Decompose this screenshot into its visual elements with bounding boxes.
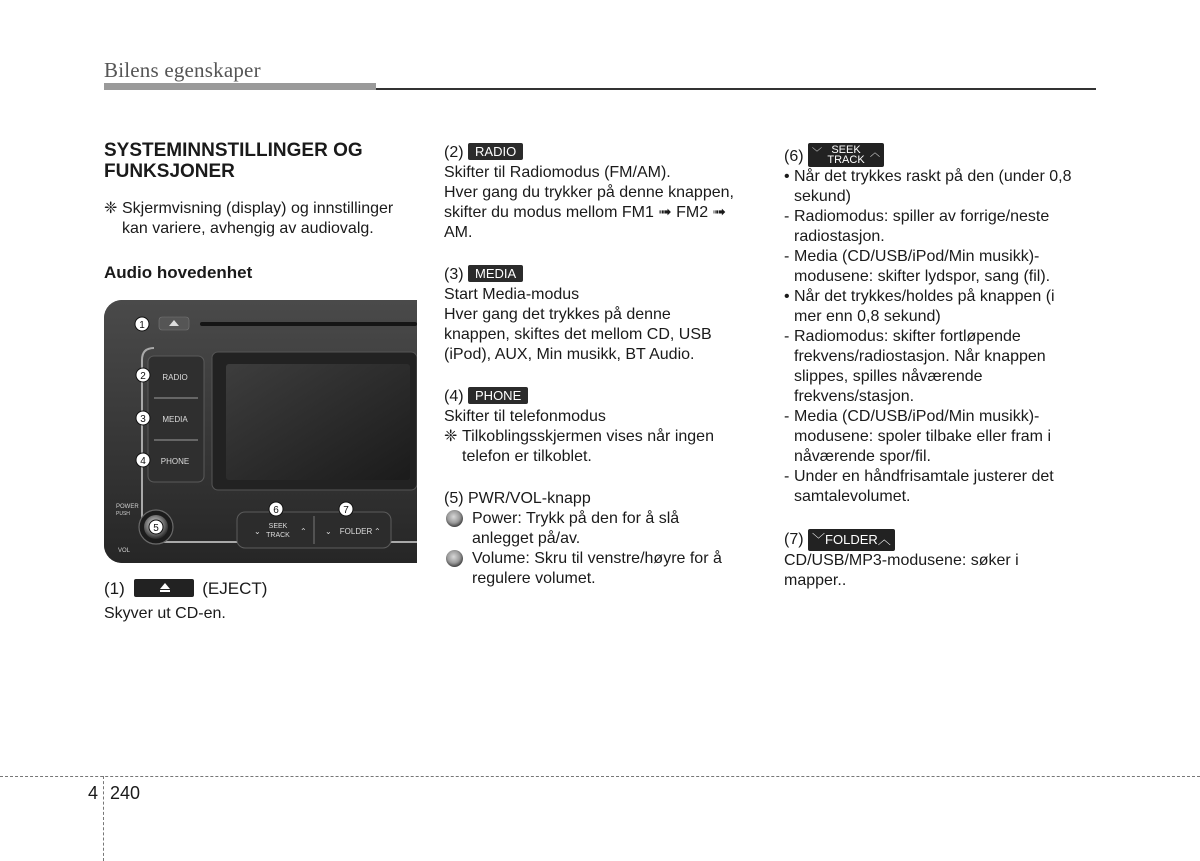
radio-line-4: AM. [444,224,473,241]
d3-line-3: slippes, spilles nåværende [794,368,983,385]
power-line-2: anlegget på/av. [472,530,581,547]
bullet-mark: • [784,288,790,305]
callout-1: 1 [139,320,145,331]
hw-media-label: MEDIA [162,415,188,424]
folder-chevron-up-icon: ︿ [877,532,891,547]
media-line-2: Hver gang det trykkes på denne [444,306,671,323]
footer-vertical-dashed-rule [103,776,104,861]
bullet-2 [784,287,1096,327]
eject-triangle-icon [160,583,170,589]
dash-mark: - [784,468,790,485]
folder-badge [808,529,895,551]
seek-number: (6) [784,148,804,165]
callout-3: 3 [140,414,146,425]
seek-badge-line-2: TRACK [827,154,865,166]
dash-5 [784,467,1096,507]
d2-line-1: Media (CD/USB/iPod/Min musikk)- [794,248,1040,265]
media-line-3: knappen, skiftes det mellom CD, USB [444,326,712,343]
d3-line-2: frekvens/radiostasjon. Når knappen [794,348,1046,365]
hw-phone-label: PHONE [160,457,190,466]
folder-down-chevron-icon: ⌄ [325,527,332,536]
seek-item [784,143,1096,167]
display-screen [226,364,410,480]
radio-number: (2) [444,144,464,161]
radio-line-3: skifter du modus mellom FM1 ➟ FM2 ➟ [444,204,726,221]
note-line-2: kan variere, avhengig av audiovalg. [122,220,374,237]
phone-item [444,387,756,467]
d4-line-1: Media (CD/USB/iPod/Min musikk)- [794,408,1040,425]
note-line-1: Skjermvisning (display) og innstillinger [122,200,394,217]
dash-2 [784,247,1096,287]
folder-badge-label: FOLDER [825,532,878,547]
b2-line-2: mer enn 0,8 sekund) [794,308,941,325]
note-mark-icon: ❈ [104,200,118,217]
eject-section [104,578,420,625]
d4-line-3: nåværende spor/fil. [794,448,931,465]
phone-note-mark-icon: ❈ [444,428,458,445]
radio-item [444,143,756,243]
media-badge: MEDIA [468,265,523,282]
d1-line-2: radiostasjon. [794,228,885,245]
callout-4: 4 [140,456,146,467]
media-line-1: Start Media-modus [444,286,580,303]
phone-number: (4) [444,388,464,405]
d3-line-4: frekvens/stasjon. [794,388,915,405]
phone-line-1: Skifter til telefonmodus [444,408,606,425]
radio-badge: RADIO [468,143,523,160]
phone-note [444,427,756,467]
power-label-2: PUSH [116,511,130,517]
dash-mark: - [784,248,790,265]
seek-badge-line-1: SEEK [831,144,861,156]
seek-up-chevron-icon: ⌃ [300,527,307,536]
subheading-audio-head-unit: Audio hovedenhet [104,263,253,282]
head-unit-svg [104,300,417,563]
bullet-1 [784,167,1096,207]
eject-label: (EJECT) [202,579,268,598]
folder-item [784,529,1096,591]
page-header-title: Bilens egenskaper [104,58,261,82]
chapter-number: 4 [88,783,99,803]
section-title-line-1: SYSTEMINNSTILLINGER OG [104,140,363,161]
hw-seek-label: SEEK [268,523,288,530]
eject-description: Skyver ut CD-en. [104,605,226,622]
dash-mark: - [784,328,790,345]
seek-track-badge [808,143,884,167]
knob-icon [446,510,463,527]
eject-badge [134,579,194,597]
power-label-1: POWER [116,504,139,510]
d4-line-2: modusene: spoler tilbake eller fram i [794,428,1052,445]
volume-line-2: regulere volumet. [472,570,596,587]
bullet-mark: • [784,168,790,185]
dash-mark: - [784,208,790,225]
column-2 [444,143,756,589]
section-title [104,140,420,182]
media-item [444,265,756,365]
folder-line-2: mapper.. [784,572,847,589]
seek-down-chevron-icon: ⌄ [254,527,261,536]
pwr-vol-item [444,489,756,589]
page-number: 240 [110,783,141,803]
d5-line-2: samtalevolumet. [794,488,911,505]
column-3 [784,143,1096,591]
folder-line-1: CD/USB/MP3-modusene: søker i [784,552,1019,569]
folder-up-chevron-icon: ⌃ [374,527,381,536]
folder-number: (7) [784,531,804,548]
media-number: (3) [444,266,464,283]
hw-radio-label: RADIO [162,373,188,382]
dash-mark: - [784,408,790,425]
b1-line-1: Når det trykkes raskt på den (under 0,8 [794,168,1072,185]
radio-line-2: Hver gang du trykker på denne knappen, [444,184,734,201]
audio-head-unit-illustration [104,300,417,563]
media-line-4: (iPod), AUX, Min musikk, BT Audio. [444,346,695,363]
dash-3 [784,327,1096,407]
header-rule-thin [376,88,1096,90]
power-row [444,509,756,549]
header-rule-thick [104,83,376,90]
callout-7: 7 [343,505,349,516]
d2-line-2: modusene: skifter lydspor, sang (fil). [794,268,1051,285]
phone-badge: PHONE [468,387,528,404]
d3-line-1: Radiomodus: skifter fortløpende [794,328,1021,345]
callout-2: 2 [140,371,146,382]
phone-note-line-1: Tilkoblingsskjermen vises når ingen [462,428,714,445]
chevron-up-icon: ︿ [870,148,881,159]
footer-dashed-rule [0,776,1200,777]
chevron-down-icon: ﹀ [812,148,823,159]
hw-folder-label: FOLDER [339,527,373,536]
knob-icon [446,550,463,567]
volume-line-1: Volume: Skru til venstre/høyre for å [472,550,722,567]
vol-label: VOL [118,548,131,554]
column-1 [104,140,420,283]
phone-note-line-2: telefon er tilkoblet. [462,448,592,465]
pwr-title: (5) PWR/VOL-knapp [444,490,591,507]
volume-row [444,549,756,589]
hw-track-label: TRACK [266,532,290,539]
dash-1 [784,207,1096,247]
display-note [104,199,420,239]
eject-number: (1) [104,579,125,598]
d5-line-1: Under en håndfrisamtale justerer det [794,468,1054,485]
callout-6: 6 [273,505,279,516]
section-title-line-2: FUNKSJONER [104,161,235,182]
radio-line-1: Skifter til Radiomodus (FM/AM). [444,164,671,181]
folder-chevron-down-icon: ﹀ [812,532,826,547]
b1-line-2: sekund) [794,188,851,205]
d1-line-1: Radiomodus: spiller av forrige/neste [794,208,1050,225]
power-line-1: Power: Trykk på den for å slå [472,510,680,527]
dash-4 [784,407,1096,467]
b2-line-1: Når det trykkes/holdes på knappen (i [794,288,1055,305]
callout-5: 5 [153,523,159,534]
